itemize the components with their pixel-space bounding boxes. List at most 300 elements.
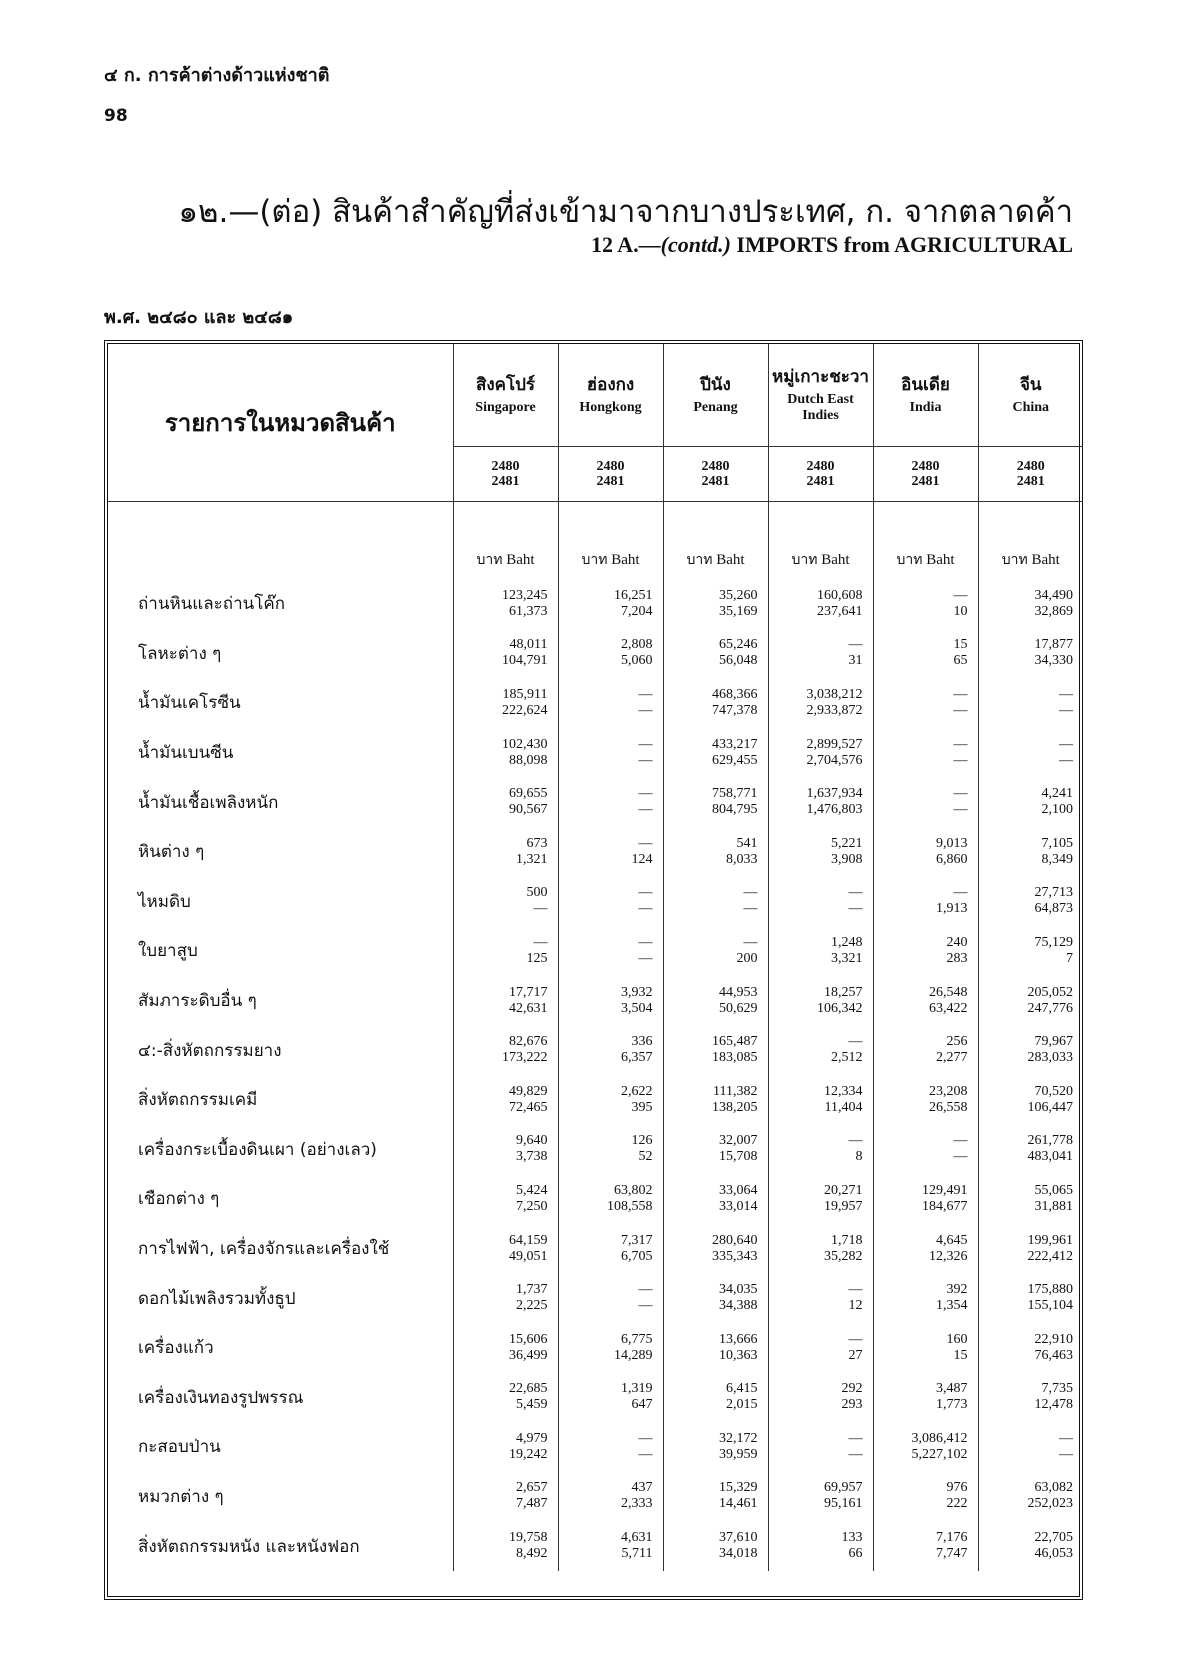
value-2481: 14,289 — [614, 1347, 653, 1363]
value-cell — [978, 827, 1083, 877]
value-2481: 138,205 — [712, 1099, 758, 1115]
value-cell — [768, 1224, 873, 1274]
value-cell — [558, 1075, 663, 1125]
item-label: น้ำมันเคโรซีน — [138, 693, 241, 714]
value-2480: 49,829 — [509, 1083, 548, 1099]
value-2480: — — [848, 1133, 863, 1149]
item-label: สัมภาระดิบอื่น ๆ — [138, 991, 257, 1012]
year-2: 2481 — [806, 474, 835, 489]
item-column-header: รายการในหมวดสินค้า — [108, 344, 453, 502]
unit-label — [978, 502, 1083, 580]
value-2480: — — [638, 835, 653, 851]
value-2480: 22,685 — [509, 1381, 548, 1397]
value-cell — [768, 777, 873, 827]
value-cell — [453, 1422, 558, 1472]
value-2480: 292 — [841, 1381, 863, 1397]
value-2481: 222,412 — [1027, 1248, 1073, 1264]
value-2481: 647 — [631, 1397, 653, 1413]
country-name-thai: หมู่เกาะชะวา — [772, 367, 869, 387]
country-header-row — [108, 344, 1083, 447]
value-2480: 9,640 — [516, 1133, 548, 1149]
value-2480: 23,208 — [929, 1083, 968, 1099]
value-2480: 111,382 — [713, 1083, 758, 1099]
table-row — [108, 1422, 1083, 1472]
value-cell — [663, 777, 768, 827]
value-2481: 1,913 — [936, 901, 968, 917]
country-name-thai: ฮ่องกง — [586, 375, 635, 395]
value-2481: 247,776 — [1027, 1000, 1073, 1016]
title-number: 12 A.— — [590, 232, 661, 257]
value-cell — [978, 1174, 1083, 1224]
value-cell — [663, 1472, 768, 1522]
value-cell — [978, 678, 1083, 728]
value-cell — [453, 1472, 558, 1522]
value-2481: 2,225 — [516, 1298, 548, 1314]
value-2481: — — [638, 950, 653, 966]
value-2481: — — [1059, 752, 1073, 768]
value-2480: 123,245 — [502, 587, 548, 603]
value-cell — [978, 1472, 1083, 1522]
value-cell — [768, 1174, 873, 1224]
value-cell — [978, 926, 1083, 976]
value-cell — [558, 1422, 663, 1472]
value-2480: 7,735 — [1041, 1381, 1073, 1397]
year-header — [978, 447, 1083, 502]
value-2480: — — [638, 885, 653, 901]
value-cell — [663, 1075, 768, 1125]
value-cell — [663, 1521, 768, 1571]
value-2481: 34,018 — [719, 1546, 758, 1562]
value-2481: 5,227,102 — [911, 1446, 968, 1462]
value-cell — [663, 1422, 768, 1472]
value-2480: 63,802 — [614, 1182, 653, 1198]
value-2481: 3,321 — [831, 950, 863, 966]
value-2481: 56,048 — [719, 653, 758, 669]
value-cell — [453, 926, 558, 976]
value-2481: 283,033 — [1027, 1050, 1073, 1066]
running-head: ๔ ก. การค้าต่างด้าวแห่งชาติ — [104, 65, 330, 86]
value-cell — [768, 1472, 873, 1522]
value-2481: 7,204 — [621, 603, 653, 619]
value-2480: 6,415 — [726, 1381, 758, 1397]
value-cell — [558, 1174, 663, 1224]
value-2480: 541 — [736, 835, 758, 851]
value-2481: 64,873 — [1034, 901, 1073, 917]
value-2481: — — [953, 802, 968, 818]
value-2480: — — [848, 1331, 863, 1347]
value-cell — [453, 827, 558, 877]
value-cell — [453, 1224, 558, 1274]
value-cell — [873, 728, 978, 778]
value-2480: 199,961 — [1027, 1232, 1073, 1248]
value-2480: 433,217 — [712, 736, 758, 752]
value-cell — [663, 1224, 768, 1274]
value-2480: 64,159 — [509, 1232, 548, 1248]
value-2480: 256 — [946, 1034, 968, 1050]
value-2480: — — [848, 637, 863, 653]
table-row — [108, 926, 1083, 976]
value-2481: 6,357 — [621, 1050, 653, 1066]
value-2480: 133 — [841, 1530, 863, 1546]
value-2480: — — [848, 1430, 863, 1446]
value-2481: 184,677 — [922, 1198, 968, 1214]
unit-label — [768, 502, 873, 580]
value-2481: 183,085 — [712, 1050, 758, 1066]
value-2480: 15,329 — [719, 1480, 758, 1496]
value-cell — [453, 1075, 558, 1125]
value-2480: 48,011 — [509, 637, 548, 653]
value-cell — [663, 1373, 768, 1423]
value-2480: 280,640 — [712, 1232, 758, 1248]
value-2480: 3,038,212 — [806, 686, 863, 702]
value-2480: 15 — [953, 637, 968, 653]
value-cell — [663, 1025, 768, 1075]
value-2481: — — [1059, 702, 1073, 718]
item-label: โลหะต่าง ๆ — [138, 643, 222, 664]
imports-table-frame — [104, 340, 1083, 1600]
value-2481: 15,708 — [719, 1149, 758, 1165]
value-2480: 44,953 — [719, 984, 758, 1000]
item-label: สิ่งหัตถกรรมเคมี — [138, 1090, 258, 1111]
value-cell — [873, 1323, 978, 1373]
country-name-english: China — [1012, 400, 1050, 415]
value-2480: 126 — [631, 1133, 653, 1149]
value-cell — [558, 1224, 663, 1274]
value-2480: 18,257 — [824, 984, 863, 1000]
value-2480: — — [1059, 686, 1073, 702]
value-cell — [558, 1472, 663, 1522]
value-cell — [663, 1174, 768, 1224]
value-2481: 31 — [848, 653, 863, 669]
value-2481: 72,465 — [509, 1099, 548, 1115]
value-2481: 2,933,872 — [806, 702, 863, 718]
value-2480: — — [953, 885, 968, 901]
value-2480: 6,775 — [621, 1331, 653, 1347]
value-2480: 12,334 — [824, 1083, 863, 1099]
year-header — [453, 447, 558, 502]
value-2481: 42,631 — [509, 1000, 548, 1016]
value-2480: — — [638, 1430, 653, 1446]
value-2480: 17,717 — [509, 984, 548, 1000]
value-2480: 336 — [631, 1034, 653, 1050]
value-cell — [558, 579, 663, 629]
value-2481: 65 — [953, 653, 968, 669]
value-2480: 673 — [526, 835, 548, 851]
value-cell — [768, 1273, 873, 1323]
value-2481: — — [953, 752, 968, 768]
value-2480: 4,241 — [1041, 786, 1073, 802]
value-2481: 3,504 — [621, 1000, 653, 1016]
value-2481: 1,476,803 — [806, 802, 863, 818]
table-title-english — [591, 232, 1073, 258]
value-2480: — — [953, 686, 968, 702]
year-1: 2480 — [701, 459, 730, 474]
year-header — [558, 447, 663, 502]
value-2480: 22,705 — [1034, 1530, 1073, 1546]
value-cell — [453, 1373, 558, 1423]
year-header — [663, 447, 768, 502]
value-cell — [663, 629, 768, 679]
country-name-thai: อินเดีย — [901, 375, 950, 395]
value-2480: — — [743, 934, 758, 950]
value-2480: 1,319 — [621, 1381, 653, 1397]
value-cell — [558, 1125, 663, 1175]
year-header — [873, 447, 978, 502]
unit-label — [873, 502, 978, 580]
value-2480: 32,007 — [719, 1133, 758, 1149]
value-cell — [873, 1521, 978, 1571]
table-row — [108, 1224, 1083, 1274]
table-row — [108, 1075, 1083, 1125]
value-cell — [978, 777, 1083, 827]
value-cell — [453, 728, 558, 778]
value-2480: 32,172 — [719, 1430, 758, 1446]
value-2481: 5,711 — [621, 1546, 653, 1562]
value-2481: 804,795 — [712, 802, 758, 818]
value-2481: — — [638, 901, 653, 917]
value-cell — [453, 1125, 558, 1175]
value-cell — [663, 1125, 768, 1175]
item-label: ถ่านหินและถ่านโค๊ก — [138, 594, 286, 615]
year-2: 2481 — [491, 474, 520, 489]
value-cell — [978, 877, 1083, 927]
unit-english: Baht — [926, 552, 955, 568]
value-2480: 55,065 — [1034, 1182, 1073, 1198]
table-title-thai: ๑๒.—(ต่อ) สินค้าสำคัญที่ส่งเข้ามาจากบางประเทศ, ก. จากตลาดค้า — [178, 194, 1073, 230]
value-cell — [663, 877, 768, 927]
value-2480: — — [638, 736, 653, 752]
unit-english: Baht — [821, 552, 850, 568]
value-cell — [873, 926, 978, 976]
value-2480: 2,622 — [621, 1083, 653, 1099]
table-row — [108, 1025, 1083, 1075]
value-cell — [978, 1373, 1083, 1423]
value-2481: 61,373 — [509, 603, 548, 619]
value-2480: 13,666 — [719, 1331, 758, 1347]
table-row — [108, 678, 1083, 728]
value-2480: — — [953, 587, 968, 603]
value-cell — [978, 976, 1083, 1026]
value-2480: 70,520 — [1034, 1083, 1073, 1099]
value-2481: 335,343 — [712, 1248, 758, 1264]
item-label: ไหมดิบ — [138, 891, 191, 912]
value-cell — [453, 579, 558, 629]
value-2481: 7,747 — [936, 1546, 968, 1562]
value-2480: 2,808 — [621, 637, 653, 653]
year-caption: พ.ศ. ๒๔๘๐ และ ๒๔๘๑ — [104, 307, 294, 328]
unit-thai: บาท — [476, 552, 503, 568]
value-2480: 185,911 — [502, 686, 548, 702]
value-2481: 32,869 — [1034, 603, 1073, 619]
item-label: ดอกไม้เพลิงรวมทั้งธูป — [138, 1288, 296, 1309]
value-cell — [768, 1075, 873, 1125]
value-2481: 8,492 — [516, 1546, 548, 1562]
value-2480: 82,676 — [509, 1034, 548, 1050]
value-cell — [453, 976, 558, 1026]
country-header — [663, 344, 768, 447]
year-1: 2480 — [1016, 459, 1045, 474]
value-2481: 108,558 — [607, 1198, 653, 1214]
value-2481: 7,250 — [516, 1198, 548, 1214]
value-2480: 16,251 — [614, 587, 653, 603]
country-name-english: Hongkong — [579, 400, 642, 415]
value-2480: — — [533, 934, 548, 950]
value-2481: 8,033 — [726, 851, 758, 867]
table-row — [108, 1521, 1083, 1571]
value-cell — [663, 1323, 768, 1373]
value-2481: 10 — [953, 603, 968, 619]
value-2480: 34,490 — [1034, 587, 1073, 603]
value-2481: 252,023 — [1027, 1496, 1073, 1512]
table-row — [108, 1373, 1083, 1423]
unit-row-blank — [108, 502, 453, 580]
table-row — [108, 976, 1083, 1026]
value-cell — [453, 1323, 558, 1373]
item-label: การไฟฟ้า, เครื่องจักรและเครื่องใช้ — [138, 1239, 390, 1260]
value-cell — [873, 1025, 978, 1075]
value-2480: 437 — [631, 1480, 653, 1496]
country-header — [453, 344, 558, 447]
value-2481: — — [638, 1298, 653, 1314]
item-label: เชือกต่าง ๆ — [138, 1189, 220, 1210]
value-2481: 2,512 — [831, 1050, 863, 1066]
value-2480: 500 — [526, 885, 548, 901]
value-2481: — — [848, 1446, 863, 1462]
value-2481: 50,629 — [719, 1000, 758, 1016]
value-2481: 63,422 — [929, 1000, 968, 1016]
value-2481: 66 — [848, 1546, 863, 1562]
value-2481: 31,881 — [1034, 1198, 1073, 1214]
value-2481: 483,041 — [1027, 1149, 1073, 1165]
country-name-english: Dutch East Indies — [787, 392, 854, 423]
value-cell — [768, 976, 873, 1026]
value-2481: 2,704,576 — [806, 752, 863, 768]
year-header — [768, 447, 873, 502]
value-2480: 35,260 — [719, 587, 758, 603]
country-name-english: Penang — [693, 400, 738, 415]
value-2480: — — [638, 786, 653, 802]
value-2481: 27 — [848, 1347, 863, 1363]
table-row — [108, 629, 1083, 679]
value-2481: 8,349 — [1041, 851, 1073, 867]
item-label: เครื่องกระเบื้องดินเผา (อย่างเลว) — [138, 1139, 377, 1160]
value-2481: 104,791 — [502, 653, 548, 669]
value-2481: 14,461 — [719, 1496, 758, 1512]
country-name-thai: สิงคโปร์ — [475, 375, 536, 395]
value-cell — [768, 1025, 873, 1075]
value-cell — [453, 1521, 558, 1571]
country-name-thai: ปีนัง — [700, 375, 731, 395]
value-2481: — — [1059, 1446, 1073, 1462]
country-name-english: Singapore — [475, 400, 536, 415]
value-2480: — — [953, 736, 968, 752]
value-cell — [768, 579, 873, 629]
unit-english: Baht — [716, 552, 745, 568]
value-2481: 7,487 — [516, 1496, 548, 1512]
value-cell — [978, 1521, 1083, 1571]
value-2480: 1,637,934 — [806, 786, 863, 802]
table-row — [108, 1273, 1083, 1323]
value-2481: 155,104 — [1027, 1298, 1073, 1314]
value-2481: — — [638, 802, 653, 818]
value-2480: 75,129 — [1034, 934, 1073, 950]
value-2481: 34,330 — [1034, 653, 1073, 669]
value-2480: 3,932 — [621, 984, 653, 1000]
value-2481: 173,222 — [502, 1050, 548, 1066]
value-cell — [978, 629, 1083, 679]
value-2480: 4,979 — [516, 1430, 548, 1446]
value-cell — [453, 777, 558, 827]
value-cell — [978, 1025, 1083, 1075]
value-2480: 22,910 — [1034, 1331, 1073, 1347]
value-2481: 293 — [841, 1397, 863, 1413]
value-2480: 17,877 — [1034, 637, 1073, 653]
value-2480: 7,105 — [1041, 835, 1073, 851]
value-2481: 7 — [1066, 950, 1073, 966]
value-cell — [873, 579, 978, 629]
value-2480: 1,248 — [831, 934, 863, 950]
value-2481: 125 — [526, 950, 548, 966]
value-cell — [558, 877, 663, 927]
value-cell — [453, 1273, 558, 1323]
value-cell — [978, 728, 1083, 778]
value-2481: 15 — [953, 1347, 968, 1363]
year-2: 2481 — [911, 474, 940, 489]
value-2481: 8 — [855, 1149, 863, 1165]
value-2480: 1,737 — [516, 1282, 548, 1298]
value-2480: 5,221 — [831, 835, 863, 851]
value-cell — [558, 926, 663, 976]
value-2481: — — [743, 901, 758, 917]
value-cell — [873, 1174, 978, 1224]
value-2481: 3,908 — [831, 851, 863, 867]
value-2480: 34,035 — [719, 1282, 758, 1298]
value-cell — [873, 678, 978, 728]
value-2481: 46,053 — [1034, 1546, 1073, 1562]
value-2480: 7,176 — [936, 1530, 968, 1546]
year-2: 2481 — [701, 474, 730, 489]
value-cell — [558, 1521, 663, 1571]
value-2481: 5,459 — [516, 1397, 548, 1413]
value-cell — [873, 976, 978, 1026]
value-2480: 102,430 — [502, 736, 548, 752]
year-2: 2481 — [596, 474, 625, 489]
value-2480: 69,655 — [509, 786, 548, 802]
value-2480: 758,771 — [712, 786, 758, 802]
value-2481: 34,388 — [719, 1298, 758, 1314]
country-name-thai: จีน — [1019, 375, 1042, 395]
value-2481: 10,363 — [719, 1347, 758, 1363]
value-2481: 1,354 — [936, 1298, 968, 1314]
value-cell — [453, 1025, 558, 1075]
item-label: กะสอบป่าน — [138, 1437, 221, 1458]
unit-label — [663, 502, 768, 580]
value-2481: — — [953, 1149, 968, 1165]
imports-table — [108, 344, 1083, 1571]
value-2480: 69,957 — [824, 1480, 863, 1496]
value-cell — [873, 1273, 978, 1323]
value-2481: 19,242 — [509, 1446, 548, 1462]
value-2481: 12 — [848, 1298, 863, 1314]
item-label: หมวกต่าง ๆ — [138, 1486, 224, 1507]
value-cell — [768, 678, 873, 728]
value-cell — [558, 629, 663, 679]
value-cell — [453, 629, 558, 679]
value-2481: 6,705 — [621, 1248, 653, 1264]
unit-thai: บาท — [686, 552, 713, 568]
table-row — [108, 1323, 1083, 1373]
value-cell — [768, 1125, 873, 1175]
